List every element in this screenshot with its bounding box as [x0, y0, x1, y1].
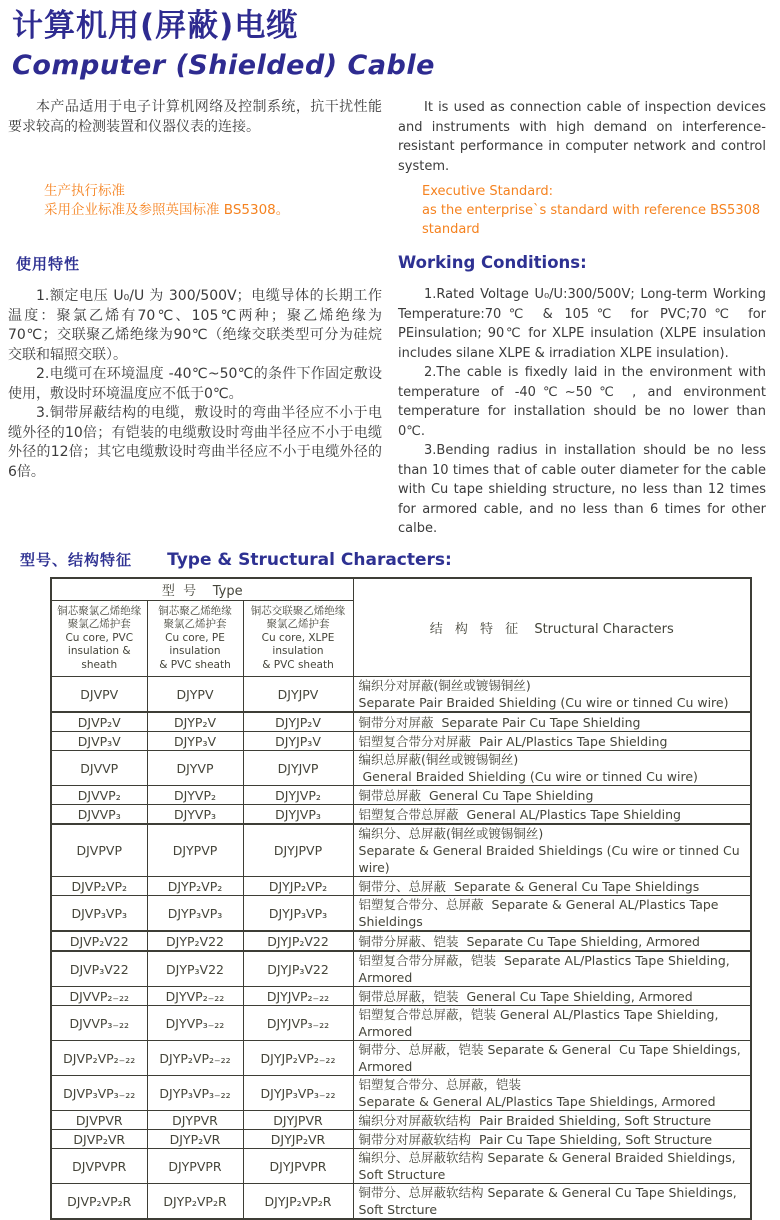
type-code-cell: DJYJP₃VP₃₋₂₂ [243, 1076, 353, 1111]
type-code-cell: DJVP₃VP₃₋₂₂ [51, 1076, 147, 1111]
usage-column-cn [8, 253, 382, 539]
type-code-cell: DJYJVP₃₋₂₂ [243, 1006, 353, 1041]
table-row [51, 712, 751, 732]
table-row [51, 824, 751, 877]
type-code-cell: DJVPVPR [51, 1149, 147, 1184]
table-row [51, 1111, 751, 1130]
table-section-heading [20, 549, 780, 570]
type-code-cell: DJVP₂VP₂ [51, 877, 147, 896]
type-code-cell: DJYJPVP [243, 824, 353, 877]
usage-item-cn-3: 3.铜带屏蔽结构的电缆，敷设时的弯曲半径应不小于电缆外径的10倍；有铠装的电缆敷设时弯曲半径应不小于电缆外径的12倍；其它电缆敷设时弯曲半径应不小于电缆外径的6倍。 [8, 404, 382, 482]
structural-character-cell: 铜带总屏蔽，铠装 General Cu Tape Shielding, Armored [353, 987, 751, 1006]
page-title-cn: 计算机用(屏蔽)电缆 [12, 8, 780, 44]
type-code-cell: DJYVP₃ [147, 805, 243, 825]
type-code-cell: DJYP₂VP₂₋₂₂ [147, 1041, 243, 1076]
structural-characters-header [353, 578, 751, 677]
type-code-cell: DJVP₃V22 [51, 951, 147, 987]
table-row [51, 677, 751, 713]
table-row [51, 1041, 751, 1076]
type-code-cell: DJYJVP₂ [243, 786, 353, 805]
structural-character-cell: 铝塑复合带分、总屏蔽，铠装 Separate & General AL/Plastics Tape Shieldings, Armored [353, 1076, 751, 1111]
standard-text-en: as the enterprise`s standard with reference BS5308 standard [422, 201, 766, 239]
column-header-pvc-insulation: 铜芯聚氯乙烯绝缘 聚氯乙烯护套 Cu core, PVC insulation & sheath [51, 600, 147, 677]
intro-section [0, 82, 780, 239]
type-code-cell: DJYJP₂VP₂R [243, 1184, 353, 1220]
usage-heading-cn: 使用特性 [16, 253, 382, 274]
intro-column-cn [8, 82, 382, 239]
intro-paragraph-en: It is used as connection cable of inspection devices and instruments with high demand on interference-resistant performance in computer network and control system. [398, 98, 766, 176]
usage-column-en [398, 253, 766, 539]
type-code-cell: DJYPVP [147, 824, 243, 877]
table-row [51, 987, 751, 1006]
type-code-cell: DJYJP₂V22 [243, 931, 353, 951]
table-row [51, 877, 751, 896]
structural-character-cell: 铜带分、总屏蔽 Separate & General Cu Tape Shieldings [353, 877, 751, 896]
structural-character-cell: 编织分、总屏蔽(铜丝或镀锡铜丝) Separate & General Braided Shieldings (Cu wire or tinned Cu wire) [353, 824, 751, 877]
table-row [51, 732, 751, 751]
type-structure-table [50, 577, 752, 1220]
structural-character-cell: 编织总屏蔽(铜丝或镀锡铜丝) General Braided Shielding (Cu wire or tinned Cu wire) [353, 751, 751, 786]
intro-block-cn [8, 98, 382, 176]
type-code-cell: DJYP₂V [147, 712, 243, 732]
table-row [51, 1006, 751, 1041]
table-row [51, 1130, 751, 1149]
type-code-cell: DJYJVP [243, 751, 353, 786]
table-row [51, 1149, 751, 1184]
type-code-cell: DJYP₃VP₃ [147, 896, 243, 932]
type-code-cell: DJYJVP₃ [243, 805, 353, 825]
structural-characters-header-cn: 结 构 特 征 [430, 622, 522, 637]
type-code-cell: DJYVP₃₋₂₂ [147, 1006, 243, 1041]
structural-character-cell: 铜带分对屏蔽软结构 Pair Cu Tape Shielding, Soft Structure [353, 1130, 751, 1149]
intro-paragraph-cn: 本产品适用于电子计算机网络及控制系统，抗干扰性能要求较高的检测装置和仪器仪表的连接。 [8, 98, 382, 137]
type-group-header: 型 号 Type [51, 578, 353, 601]
type-code-cell: DJYP₃V22 [147, 951, 243, 987]
table-row [51, 896, 751, 932]
standard-label-en: Executive Standard: [422, 182, 766, 201]
type-code-cell: DJYVP [147, 751, 243, 786]
type-code-cell: DJYJPV [243, 677, 353, 713]
usage-item-cn-2: 2.电缆可在环境温度 -40℃~50℃的条件下作固定敷设使用，敷设时环境温度应不低于0℃。 [8, 365, 382, 404]
type-code-cell: DJVP₃VP₃ [51, 896, 147, 932]
type-code-cell: DJYJP₃V22 [243, 951, 353, 987]
structural-character-cell: 铜带分、总屏蔽，铠装 Separate & General Cu Tape Shieldings, Armored [353, 1041, 751, 1076]
usage-paragraphs-en [398, 285, 766, 539]
type-code-cell: DJVP₃V [51, 732, 147, 751]
structural-character-cell: 铝塑复合带分、总屏蔽 Separate & General AL/Plastics Tape Shieldings [353, 896, 751, 932]
standard-block-en [422, 182, 766, 239]
structural-character-cell: 编织分对屏蔽(铜丝或镀锡铜丝) Separate Pair Braided Shielding (Cu wire or tinned Cu wire) [353, 677, 751, 713]
type-code-cell: DJVP₂VP₂₋₂₂ [51, 1041, 147, 1076]
type-code-cell: DJYP₂V22 [147, 931, 243, 951]
type-code-cell: DJVVP₃₋₂₂ [51, 1006, 147, 1041]
type-code-cell: DJYJP₃VP₃ [243, 896, 353, 932]
type-code-cell: DJYPVR [147, 1111, 243, 1130]
type-code-cell: DJVP₂V [51, 712, 147, 732]
type-code-cell: DJVPVR [51, 1111, 147, 1130]
table-row [51, 951, 751, 987]
type-code-cell: DJVP₂VR [51, 1130, 147, 1149]
type-code-cell: DJVP₂VP₂R [51, 1184, 147, 1220]
usage-section [0, 253, 780, 539]
usage-item-en-2: 2.The cable is fixedly laid in the environment with temperature of -40℃~50℃ , and environment temperature for installation should be no lower than 0℃. [398, 363, 766, 441]
type-code-cell: DJVVP₂ [51, 786, 147, 805]
structural-characters-header-en: Structural Characters [534, 622, 673, 637]
structural-character-cell: 铝塑复合带总屏蔽，铠装 General AL/Plastics Tape Shielding, Armored [353, 1006, 751, 1041]
table-header [51, 578, 751, 677]
table-row [51, 1076, 751, 1111]
table-row [51, 786, 751, 805]
standard-block-cn [44, 182, 382, 220]
type-code-cell: DJYVP₂ [147, 786, 243, 805]
structural-character-cell: 编织分、总屏蔽软结构 Separate & General Braided Shieldings, Soft Structure [353, 1149, 751, 1184]
table-row [51, 931, 751, 951]
structural-character-cell: 铜带总屏蔽 General Cu Tape Shielding [353, 786, 751, 805]
type-code-cell: DJVVP [51, 751, 147, 786]
type-code-cell: DJYJP₂VP₂₋₂₂ [243, 1041, 353, 1076]
structural-character-cell: 铝塑复合带分对屏蔽 Pair AL/Plastics Tape Shielding [353, 732, 751, 751]
type-code-cell: DJYP₂VR [147, 1130, 243, 1149]
page-title-en: Computer (Shielded) Cable [12, 50, 780, 82]
structural-character-cell: 编织分对屏蔽软结构 Pair Braided Shielding, Soft Structure [353, 1111, 751, 1130]
type-code-cell: DJYP₂VP₂ [147, 877, 243, 896]
intro-block-en [398, 98, 766, 176]
usage-paragraphs-cn [8, 287, 382, 482]
type-code-cell: DJYJP₂VR [243, 1130, 353, 1149]
type-code-cell: DJYP₃V [147, 732, 243, 751]
type-code-cell: DJYPVPR [147, 1149, 243, 1184]
usage-item-cn-1: 1.额定电压 U₀/U 为 300/500V；电缆导体的长期工作温度：聚氯乙烯有70℃、105℃两种；聚乙烯绝缘为70℃；交联聚乙烯绝缘为90℃（绝缘交联类型可分为硅烷交联和辐照交联）。 [8, 287, 382, 365]
type-code-cell: DJYJP₃V [243, 732, 353, 751]
type-code-cell: DJYP₂VP₂R [147, 1184, 243, 1220]
standard-text-cn: 采用企业标准及参照英国标准 BS5308。 [44, 201, 382, 220]
type-code-cell: DJYVP₂₋₂₂ [147, 987, 243, 1006]
type-code-cell: DJVP₂V22 [51, 931, 147, 951]
column-header-xlpe-insulation: 铜芯交联聚乙烯绝缘 聚氯乙烯护套 Cu core, XLPE insulation & PVC sheath [243, 600, 353, 677]
usage-item-en-1: 1.Rated Voltage U₀/U:300/500V; Long-term Working Temperature:70℃ & 105℃ for PVC;70℃ for PEinsulation; 90℃ for XLPE insulation (XLPE insulation includes silane XLPE & irradiation XLPE insulation). [398, 285, 766, 363]
type-table-body [51, 677, 751, 1220]
type-code-cell: DJVVP₃ [51, 805, 147, 825]
type-code-cell: DJYP₃VP₃₋₂₂ [147, 1076, 243, 1111]
type-code-cell: DJYJPVR [243, 1111, 353, 1130]
page-header [0, 0, 780, 82]
table-heading-cn: 型号、结构特征 [20, 551, 132, 569]
standard-label-cn: 生产执行标准 [44, 182, 382, 201]
type-code-cell: DJYJVP₂₋₂₂ [243, 987, 353, 1006]
intro-column-en [398, 82, 766, 239]
type-code-cell: DJYJP₂V [243, 712, 353, 732]
table-row [51, 805, 751, 825]
type-code-cell: DJYJPVPR [243, 1149, 353, 1184]
usage-heading-en: Working Conditions: [398, 253, 766, 272]
type-code-cell: DJYJP₂VP₂ [243, 877, 353, 896]
structural-character-cell: 铝塑复合带分屏蔽，铠装 Separate AL/Plastics Tape Shielding, Armored [353, 951, 751, 987]
type-code-cell: DJYPV [147, 677, 243, 713]
column-header-pe-insulation: 铜芯聚乙烯绝缘 聚氯乙烯护套 Cu core, PE insulation & PVC sheath [147, 600, 243, 677]
table-heading-en: Type & Structural Characters: [167, 550, 452, 570]
type-code-cell: DJVPVP [51, 824, 147, 877]
table-row [51, 1184, 751, 1220]
type-code-cell: DJVPV [51, 677, 147, 713]
structural-character-cell: 铜带分、总屏蔽软结构 Separate & General Cu Tape Shieldings, Soft Strcture [353, 1184, 751, 1220]
structural-character-cell: 铜带分屏蔽、铠装 Separate Cu Tape Shielding, Armored [353, 931, 751, 951]
table-row [51, 751, 751, 786]
structural-character-cell: 铝塑复合带总屏蔽 General AL/Plastics Tape Shielding [353, 805, 751, 825]
type-code-cell: DJVVP₂₋₂₂ [51, 987, 147, 1006]
structural-character-cell: 铜带分对屏蔽 Separate Pair Cu Tape Shielding [353, 712, 751, 732]
table-header-row-type [51, 578, 751, 601]
usage-item-en-3: 3.Bending radius in installation should be no less than 10 times that of cable outer diameter for the cable with Cu tape shielding structure, no less than 12 times for armored cable, and no less than 6 times for other calbe. [398, 441, 766, 539]
